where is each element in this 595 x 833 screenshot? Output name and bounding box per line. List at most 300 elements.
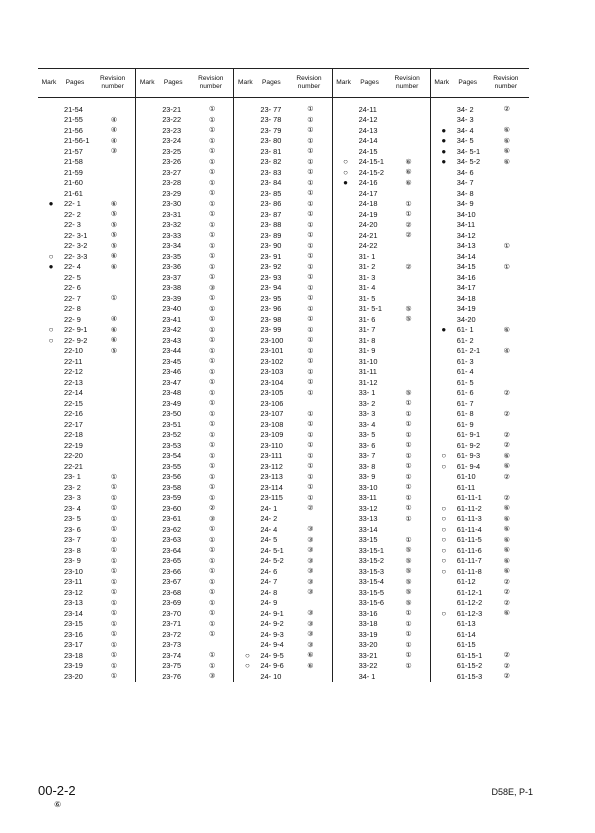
- page-number: 23- 80: [260, 136, 282, 146]
- revision-number: ②: [503, 106, 510, 114]
- page-number: 22- 5: [64, 272, 81, 282]
- page-number: 33-18: [358, 619, 378, 629]
- revision-number: ①: [209, 221, 216, 229]
- table-row: [333, 577, 430, 588]
- revision-number: ①: [405, 452, 412, 460]
- table-row: [136, 577, 233, 588]
- change-mark: ○: [48, 251, 54, 261]
- revision-number: ①: [307, 148, 314, 156]
- page-number: 22-19: [64, 440, 83, 450]
- table-row: [431, 356, 529, 367]
- revision-number: ①: [405, 421, 412, 429]
- table-row: [431, 230, 529, 241]
- page-number: 33-15: [358, 535, 378, 545]
- page-number: 21-58: [64, 157, 83, 167]
- table-row: [234, 650, 331, 661]
- page-number: 23-66: [162, 566, 182, 576]
- table-row: [136, 367, 233, 378]
- page-number: 21-54: [64, 104, 83, 114]
- table-row: [136, 230, 233, 241]
- table-row: [431, 556, 529, 567]
- table-row: [431, 440, 529, 451]
- table-row: [431, 650, 529, 661]
- table-row: [431, 598, 529, 609]
- table-row: [431, 398, 529, 409]
- page-number: 31-10: [358, 356, 378, 366]
- page-number: 24- 9: [260, 598, 278, 608]
- revision-number: ⑤: [405, 389, 412, 397]
- page-number: 23-31: [162, 209, 182, 219]
- page-number: 22- 7: [64, 293, 81, 303]
- table-row: [234, 608, 331, 619]
- revision-number: ②: [503, 599, 510, 607]
- page-number: 23-35: [162, 251, 182, 261]
- page-number: 23-34: [162, 241, 182, 251]
- revision-number: ⑥: [503, 326, 510, 334]
- revision-number: ①: [503, 242, 510, 250]
- table-row: [136, 115, 233, 126]
- page-number: 31- 2: [358, 262, 376, 272]
- page-number: 23-19: [64, 661, 83, 671]
- page-number: 23-107: [260, 409, 284, 419]
- revision-number: ④: [110, 127, 118, 135]
- table-row: [333, 430, 430, 441]
- table-row: [431, 514, 529, 525]
- page-number: 23- 96: [260, 304, 282, 314]
- page-number: 33-15-6: [358, 598, 385, 608]
- table-row: [136, 608, 233, 619]
- table-row: [431, 671, 529, 682]
- revision-number: ⑤: [110, 211, 118, 219]
- page-number: 61- 9-3: [456, 451, 481, 461]
- revision-number: ⑤: [405, 305, 412, 313]
- page-number: 24- 9-3: [260, 629, 284, 639]
- revision-number: ①: [307, 410, 314, 418]
- page-number: 61- 9-1: [456, 430, 481, 440]
- revision-number: ①: [209, 274, 216, 282]
- revision-number: ②: [503, 494, 510, 502]
- table-row: [136, 587, 233, 598]
- revision-number: ①: [209, 526, 216, 534]
- table-row: [136, 640, 233, 651]
- page-number: 61- 8: [456, 409, 474, 419]
- page-number: 22-14: [64, 388, 83, 398]
- table-row: [333, 178, 430, 189]
- page-number: 23-65: [162, 556, 182, 566]
- table-row: [136, 262, 233, 273]
- revision-number: ①: [209, 589, 216, 597]
- page-number: 34-20: [456, 314, 476, 324]
- page-number: 23-109: [260, 430, 284, 440]
- revision-number: ①: [110, 547, 118, 555]
- page-number: 23- 6: [64, 524, 81, 534]
- table-row: [38, 104, 135, 115]
- table-row: [38, 451, 135, 462]
- header-group: [333, 69, 431, 97]
- page-number: 33-11: [358, 493, 377, 503]
- revision-number: ①: [110, 631, 118, 639]
- revision-number: ①: [307, 274, 314, 282]
- revision-number: ②: [307, 505, 314, 513]
- revision-number: ①: [307, 158, 314, 166]
- table-row: [38, 335, 135, 346]
- page-number: 34- 5-2: [456, 157, 481, 167]
- table-row: [333, 440, 430, 451]
- table-row: [234, 146, 331, 157]
- table-row: [136, 335, 233, 346]
- page-number: 23-33: [162, 230, 182, 240]
- page-number: 23-44: [162, 346, 182, 356]
- page-number: 23-74: [162, 650, 182, 660]
- table-row: [333, 293, 430, 304]
- page-number: 61-14: [456, 629, 476, 639]
- table-row: [431, 209, 529, 220]
- revision-number: ⑤: [405, 557, 412, 565]
- revision-number: ③: [209, 515, 216, 523]
- header-mark: Mark: [434, 79, 450, 86]
- page-number: 24-15-1: [358, 157, 385, 167]
- revision-number: ①: [209, 557, 216, 565]
- page-number: 23-71: [162, 619, 182, 629]
- table-row: [431, 335, 529, 346]
- revision-number: ①: [405, 494, 412, 502]
- table-row: [431, 524, 529, 535]
- table-row: [38, 272, 135, 283]
- table-row: [333, 566, 430, 577]
- page-number: 31- 4: [358, 283, 376, 293]
- revision-number: ①: [307, 442, 314, 450]
- table-row: [431, 545, 529, 556]
- table-row: [333, 199, 430, 210]
- table-row: [136, 146, 233, 157]
- page-number: 22-10: [64, 346, 83, 356]
- page-number: 33-15-1: [358, 545, 385, 555]
- revision-number: ①: [209, 578, 216, 586]
- revision-number: ①: [307, 200, 314, 208]
- revision-number: ①: [209, 200, 216, 208]
- revision-number: ①: [209, 473, 216, 481]
- page-number: 23-24: [162, 136, 182, 146]
- table-row: [431, 220, 529, 231]
- page-number: 23- 79: [260, 125, 282, 135]
- revision-number: ②: [503, 662, 510, 670]
- page-number: 33- 5: [358, 430, 376, 440]
- table-row: [431, 241, 529, 252]
- page-number: 23-76: [162, 671, 182, 681]
- table-row: [136, 514, 233, 525]
- revision-number: ①: [209, 137, 216, 145]
- table-row: [234, 283, 331, 294]
- revision-number: ②: [503, 578, 510, 586]
- revision-number: ①: [405, 641, 412, 649]
- table-row: [38, 304, 135, 315]
- change-mark: ●: [343, 178, 348, 188]
- page-number: 23- 3: [64, 493, 81, 503]
- revision-number: ④: [503, 347, 510, 355]
- page-number: 23-108: [260, 419, 284, 429]
- page-number: 33-10: [358, 482, 378, 492]
- table-row: [234, 125, 331, 136]
- page-number: 61- 2-1: [456, 346, 481, 356]
- header-revision: Revision number: [394, 75, 420, 90]
- table-row: [234, 398, 331, 409]
- revision-number: ①: [405, 410, 412, 418]
- table-row: [38, 535, 135, 546]
- page-number: 24-11: [358, 104, 377, 114]
- page-number: 34- 6: [456, 167, 474, 177]
- revision-number: ③: [307, 589, 314, 597]
- table-row: [136, 472, 233, 483]
- revision-number: ①: [209, 410, 216, 418]
- revision-number: ⑥: [503, 547, 510, 555]
- revision-number: ①: [307, 379, 314, 387]
- table-row: [431, 566, 529, 577]
- revision-number: ⑥: [110, 253, 118, 261]
- revision-number: ⑤: [405, 568, 412, 576]
- change-mark: ●: [48, 262, 54, 272]
- revision-number: ①: [110, 589, 118, 597]
- page-number: 23- 85: [260, 188, 282, 198]
- table-row: [136, 272, 233, 283]
- table-column: [38, 98, 136, 682]
- table-row: [136, 293, 233, 304]
- revision-number: ①: [405, 473, 412, 481]
- table-row: [136, 409, 233, 420]
- table-row: [333, 157, 430, 168]
- table-row: [38, 671, 135, 682]
- page-number: 23-37: [162, 272, 182, 282]
- page-number: 24-20: [358, 220, 378, 230]
- table-row: [136, 619, 233, 630]
- page-number: 24- 8: [260, 587, 278, 597]
- change-mark: ○: [48, 335, 54, 345]
- table-row: [431, 461, 529, 472]
- change-mark: ○: [441, 566, 447, 576]
- table-row: [136, 671, 233, 682]
- page-number: 34-18: [456, 293, 476, 303]
- table-row: [431, 472, 529, 483]
- page-number: 34- 5: [456, 136, 474, 146]
- page-number: 23-29: [162, 188, 182, 198]
- page-number: 23-25: [162, 146, 182, 156]
- revision-number: ①: [209, 442, 216, 450]
- table-row: [38, 398, 135, 409]
- table-row: [234, 661, 331, 672]
- page-number: 23- 83: [260, 167, 282, 177]
- revision-number: ①: [307, 106, 314, 114]
- page-number: 21-56: [64, 125, 83, 135]
- revision-number: ①: [307, 127, 314, 135]
- page-number: 23- 7: [64, 535, 81, 545]
- table-row: [136, 566, 233, 577]
- table-row: [333, 283, 430, 294]
- table-row: [38, 251, 135, 262]
- revision-number: ①: [110, 568, 118, 576]
- page-number: 61- 1: [456, 325, 474, 335]
- table-row: [333, 314, 430, 325]
- page-number: 23-43: [162, 335, 182, 345]
- page-number: 31- 1: [358, 251, 376, 261]
- page-number: 23- 95: [260, 293, 282, 303]
- page-number: 23-104: [260, 377, 284, 387]
- page-number: 23-40: [162, 304, 182, 314]
- table-row: [38, 419, 135, 430]
- page-number: 22- 2: [64, 209, 81, 219]
- table-row: [234, 262, 331, 273]
- table-row: [38, 577, 135, 588]
- table-row: [234, 535, 331, 546]
- table-row: [38, 608, 135, 619]
- table-row: [136, 650, 233, 661]
- header-pages: Pages: [458, 79, 478, 86]
- revision-number: ②: [503, 673, 510, 681]
- page-number: 23-10: [64, 566, 83, 576]
- table-row: [431, 272, 529, 283]
- table-row: [136, 167, 233, 178]
- revision-number: ①: [405, 484, 412, 492]
- table-row: [431, 293, 529, 304]
- table-row: [234, 566, 331, 577]
- page-number: 23-32: [162, 220, 182, 230]
- page-number: 23-49: [162, 398, 182, 408]
- revision-number: ①: [110, 610, 118, 618]
- page-number: 61- 9-2: [456, 440, 481, 450]
- page-number: 23- 4: [64, 503, 81, 513]
- page-number: 33- 2: [358, 398, 376, 408]
- page-number: 31- 5-1: [358, 304, 382, 314]
- page-number: 23-113: [260, 472, 283, 482]
- revision-number: ⑤: [405, 589, 412, 597]
- page-number: 33- 7: [358, 451, 376, 461]
- page-number: 61-11-6: [456, 545, 482, 555]
- page-number: 31- 9: [358, 346, 376, 356]
- revision-number: ①: [405, 652, 412, 660]
- revision-number: ⑥: [503, 148, 510, 156]
- table-row: [38, 178, 135, 189]
- revision-number: ①: [209, 148, 216, 156]
- table-row: [333, 377, 430, 388]
- table-row: [234, 188, 331, 199]
- page-number: 23-106: [260, 398, 284, 408]
- table-row: [234, 167, 331, 178]
- revision-number: ①: [209, 106, 216, 114]
- revision-number: ①: [209, 389, 216, 397]
- table-row: [38, 545, 135, 556]
- table-row: [38, 209, 135, 220]
- page-number: 34- 7: [456, 178, 474, 188]
- table-row: [333, 629, 430, 640]
- table-row: [431, 430, 529, 441]
- page-number: 23-68: [162, 587, 182, 597]
- revision-number: ①: [209, 358, 216, 366]
- revision-number: ①: [307, 347, 314, 355]
- revision-number: ①: [307, 316, 314, 324]
- revision-table: [38, 68, 529, 682]
- revision-number: ⑥: [503, 127, 510, 135]
- table-row: [38, 619, 135, 630]
- page-number: 21-60: [64, 178, 83, 188]
- revision-number: ③: [307, 526, 314, 534]
- revision-number: ②: [503, 442, 510, 450]
- table-row: [136, 325, 233, 336]
- table-row: [234, 419, 331, 430]
- table-row: [431, 451, 529, 462]
- page-number: 23-69: [162, 598, 182, 608]
- page-number: 24- 5-1: [260, 545, 284, 555]
- page-number: 23-20: [64, 671, 83, 681]
- revision-number: ①: [307, 284, 314, 292]
- page-number: 23-73: [162, 640, 182, 650]
- page-number: 31- 7: [358, 325, 376, 335]
- page-number: 24-14: [358, 136, 378, 146]
- change-mark: ○: [441, 503, 447, 513]
- page-number: 61-11-1: [456, 493, 482, 503]
- page-number: 23-62: [162, 524, 182, 534]
- page-number: 21-61: [64, 188, 83, 198]
- table-row: [38, 482, 135, 493]
- revision-number: ①: [405, 631, 412, 639]
- table-row: [38, 199, 135, 210]
- table-row: [38, 493, 135, 504]
- table-row: [333, 587, 430, 598]
- header-pages: Pages: [360, 79, 379, 86]
- page-number: 23-26: [162, 157, 182, 167]
- table-row: [38, 167, 135, 178]
- page-number: 23-48: [162, 388, 182, 398]
- page-code: 00-2-2: [38, 783, 76, 798]
- revision-number: ①: [209, 295, 216, 303]
- page-number: 33-15-4: [358, 577, 385, 587]
- table-row: [38, 566, 135, 577]
- table-row: [431, 178, 529, 189]
- revision-number: ③: [209, 673, 216, 681]
- revision-number: ③: [307, 631, 314, 639]
- revision-number: ①: [209, 547, 216, 555]
- revision-number: ③: [307, 641, 314, 649]
- page-number: 31-11: [358, 367, 377, 377]
- table-row: [431, 167, 529, 178]
- header-mark: Mark: [238, 79, 253, 86]
- page-number: 33- 6: [358, 440, 376, 450]
- table-row: [431, 629, 529, 640]
- revision-number: ①: [209, 232, 216, 240]
- revision-number: ①: [209, 484, 216, 492]
- revision-number: ①: [110, 578, 118, 586]
- revision-number: ①: [307, 221, 314, 229]
- page-number: 33- 4: [358, 419, 376, 429]
- page-number: 61- 6: [456, 388, 474, 398]
- table-row: [234, 199, 331, 210]
- header-mark: Mark: [139, 79, 155, 86]
- page-number: 23- 8: [64, 545, 81, 555]
- revision-number: ①: [405, 400, 412, 408]
- page-number: 22-12: [64, 367, 83, 377]
- page-number: 34- 4: [456, 125, 474, 135]
- page-number: 24-15-2: [358, 167, 385, 177]
- revision-number: ①: [110, 557, 118, 565]
- table-row: [333, 514, 430, 525]
- page-number: 24-17: [358, 188, 378, 198]
- page-number: 33- 3: [358, 409, 376, 419]
- table-row: [333, 325, 430, 336]
- page-number: 23-13: [64, 598, 83, 608]
- table-row: [136, 556, 233, 567]
- table-row: [333, 125, 430, 136]
- page-number: 23-51: [162, 419, 182, 429]
- revision-number: ①: [209, 568, 216, 576]
- page-number: 23- 77: [260, 104, 282, 114]
- table-row: [136, 398, 233, 409]
